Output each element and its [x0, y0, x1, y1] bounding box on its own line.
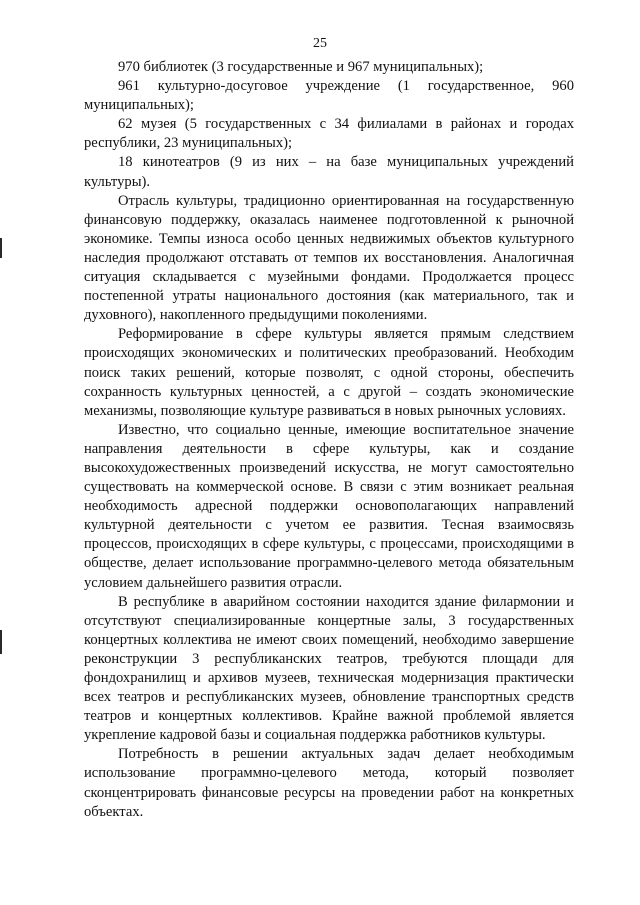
- paragraph: 62 музея (5 государственных с 34 филиалами в районах и городах республики, 23 муниципальных);: [84, 116, 574, 152]
- paragraph: 970 библиотек (3 государственные и 967 муниципальных);: [118, 59, 484, 75]
- paragraph: Отрасль культуры, традиционно ориентированная на государственную финансовую поддержку, оказалась наименее подготовленной к рыночной экономике. Темпы износа особо ценных недвижимых объектов культурного наследия продолжают отставать от темпов их восстановления. Аналогичная ситуация складывается с музейными фондами. Продолжается процесс постепенной утраты национального достояния (как материального, так и духовного), накопленного предыдущими поколениями.: [84, 192, 574, 324]
- paragraph: 18 кинотеатров (9 из них – на базе муниципальных учреждений культуры).: [84, 154, 574, 190]
- scan-edge-mark: [0, 630, 2, 654]
- scan-edge-mark: [0, 238, 2, 258]
- page-number: 25: [313, 36, 327, 51]
- paragraph: Потребность в решении актуальных задач делает необходимым использование программно-целевого метода, который позволяет сконцентрировать финансовые ресурсы на проведении работ на конкретных объектах.: [84, 746, 574, 820]
- paragraph: В республике в аварийном состоянии находится здание филармонии и отсутствуют специализированные концертные залы, 3 государственных концертных коллектива не имеют своих помещений, необходимо завершение реконструкции 3 республиканских театров, требуются площади для фондохранилищ и архивов музеев, техническая модернизация практически всех театров и республиканских музеев, обновление транспортных средств театров и концертных коллективов. Крайне важной проблемой является укрепление кадровой базы и социальная поддержка работников культуры.: [84, 593, 574, 744]
- paragraph: 961 культурно-досуговое учреждение (1 государственное, 960 муниципальных);: [84, 78, 574, 114]
- paragraph: Реформирование в сфере культуры является прямым следствием происходящих экономических и политических преобразований. Необходим поиск таких решений, которые позволят, с одной стороны, обеспечить сохранность культурных ценностей, а с другой – создать экономические механизмы, позволяющие культуре развиваться в новых рыночных условиях.: [84, 326, 574, 419]
- document-body: [84, 58, 574, 822]
- paragraph: Известно, что социально ценные, имеющие воспитательное значение направления деятельности в сфере культуры, как и создание высокохудожественных произведений искусства, не могут самостоятельно существовать на коммерческой основе. В связи с этим возникает реальная необходимость адресной поддержки основополагающих направлений культурной деятельности с учетом ее развития. Тесная взаимосвязь процессов, происходящих в сфере культуры, с процессами, происходящими в обществе, делает использование программно-целевого метода обязательным условием дальнейшего развития отрасли.: [84, 421, 574, 591]
